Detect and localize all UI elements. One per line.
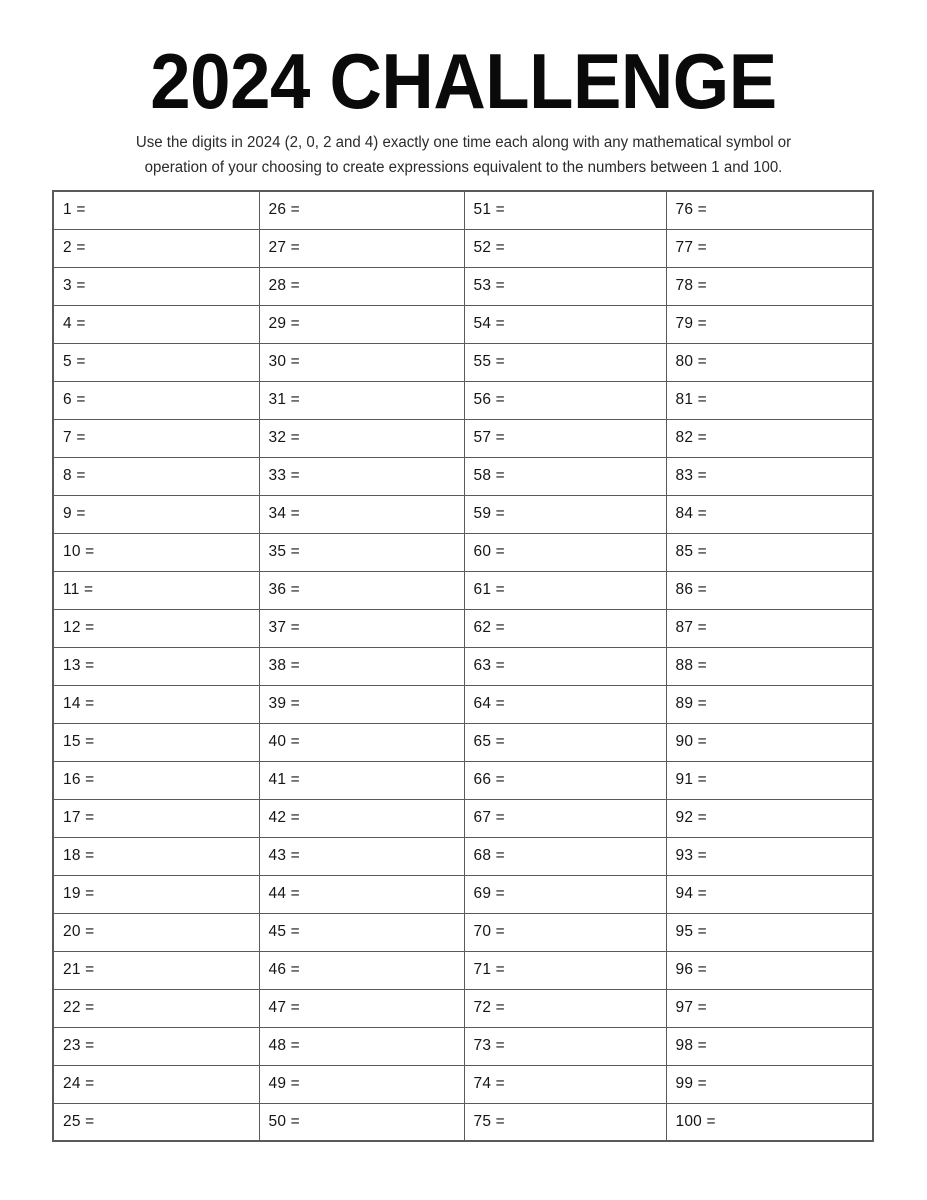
answer-cell[interactable]: 73 = bbox=[464, 1027, 666, 1065]
answer-cell[interactable]: 99 = bbox=[666, 1065, 873, 1103]
table-row bbox=[53, 647, 873, 685]
answer-cell[interactable]: 72 = bbox=[464, 989, 666, 1027]
answer-cell[interactable]: 94 = bbox=[666, 875, 873, 913]
answer-cell[interactable]: 100 = bbox=[666, 1103, 873, 1141]
answer-cell[interactable]: 24 = bbox=[53, 1065, 259, 1103]
instructions-line-1: Use the digits in 2024 (2, 0, 2 and 4) exactly one time each along with any mathematical symbol or bbox=[135, 134, 792, 151]
answer-cell[interactable]: 62 = bbox=[464, 609, 666, 647]
table-row bbox=[53, 799, 873, 837]
answer-cell[interactable]: 46 = bbox=[259, 951, 464, 989]
answer-cell[interactable]: 84 = bbox=[666, 495, 873, 533]
answer-cell[interactable]: 43 = bbox=[259, 837, 464, 875]
answer-cell[interactable]: 40 = bbox=[259, 723, 464, 761]
answer-cell[interactable]: 82 = bbox=[666, 419, 873, 457]
answer-cell[interactable]: 22 = bbox=[53, 989, 259, 1027]
answer-cell[interactable]: 3 = bbox=[53, 267, 259, 305]
answer-cell[interactable]: 93 = bbox=[666, 837, 873, 875]
answer-cell[interactable]: 48 = bbox=[259, 1027, 464, 1065]
table-row bbox=[53, 951, 873, 989]
answer-cell[interactable]: 8 = bbox=[53, 457, 259, 495]
page-title: 2024 CHALLENGE bbox=[150, 37, 777, 125]
answer-cell[interactable]: 80 = bbox=[666, 343, 873, 381]
table-row bbox=[53, 267, 873, 305]
answer-cell[interactable]: 65 = bbox=[464, 723, 666, 761]
table-row bbox=[53, 761, 873, 799]
answer-cell[interactable]: 5 = bbox=[53, 343, 259, 381]
answer-cell[interactable]: 69 = bbox=[464, 875, 666, 913]
answer-cell[interactable]: 33 = bbox=[259, 457, 464, 495]
answer-cell[interactable]: 56 = bbox=[464, 381, 666, 419]
answer-grid-container bbox=[52, 190, 872, 1142]
answer-cell[interactable]: 64 = bbox=[464, 685, 666, 723]
answer-cell[interactable]: 6 = bbox=[53, 381, 259, 419]
answer-cell[interactable]: 83 = bbox=[666, 457, 873, 495]
answer-cell[interactable]: 98 = bbox=[666, 1027, 873, 1065]
answer-cell[interactable]: 32 = bbox=[259, 419, 464, 457]
answer-cell[interactable]: 28 = bbox=[259, 267, 464, 305]
answer-cell[interactable]: 58 = bbox=[464, 457, 666, 495]
answer-cell[interactable]: 66 = bbox=[464, 761, 666, 799]
answer-cell[interactable]: 30 = bbox=[259, 343, 464, 381]
answer-cell[interactable]: 92 = bbox=[666, 799, 873, 837]
answer-cell[interactable]: 31 = bbox=[259, 381, 464, 419]
table-row bbox=[53, 837, 873, 875]
table-row bbox=[53, 381, 873, 419]
answer-cell[interactable]: 9 = bbox=[53, 495, 259, 533]
table-row bbox=[53, 533, 873, 571]
answer-grid bbox=[52, 190, 874, 1142]
answer-cell[interactable]: 42 = bbox=[259, 799, 464, 837]
table-row bbox=[53, 609, 873, 647]
answer-cell[interactable]: 91 = bbox=[666, 761, 873, 799]
table-row bbox=[53, 495, 873, 533]
table-row bbox=[53, 343, 873, 381]
answer-cell[interactable]: 2 = bbox=[53, 229, 259, 267]
answer-cell[interactable]: 85 = bbox=[666, 533, 873, 571]
answer-cell[interactable]: 17 = bbox=[53, 799, 259, 837]
table-row bbox=[53, 723, 873, 761]
answer-cell[interactable]: 53 = bbox=[464, 267, 666, 305]
answer-cell[interactable]: 45 = bbox=[259, 913, 464, 951]
answer-cell[interactable]: 61 = bbox=[464, 571, 666, 609]
answer-cell[interactable]: 54 = bbox=[464, 305, 666, 343]
answer-cell[interactable]: 15 = bbox=[53, 723, 259, 761]
table-row bbox=[53, 419, 873, 457]
answer-cell[interactable]: 27 = bbox=[259, 229, 464, 267]
answer-cell[interactable]: 14 = bbox=[53, 685, 259, 723]
answer-cell[interactable]: 67 = bbox=[464, 799, 666, 837]
answer-cell[interactable]: 20 = bbox=[53, 913, 259, 951]
answer-cell[interactable]: 68 = bbox=[464, 837, 666, 875]
table-row bbox=[53, 1027, 873, 1065]
answer-cell[interactable]: 18 = bbox=[53, 837, 259, 875]
answer-cell[interactable]: 36 = bbox=[259, 571, 464, 609]
table-row bbox=[53, 875, 873, 913]
answer-cell[interactable]: 35 = bbox=[259, 533, 464, 571]
answer-cell[interactable]: 41 = bbox=[259, 761, 464, 799]
answer-cell[interactable]: 96 = bbox=[666, 951, 873, 989]
answer-cell[interactable]: 37 = bbox=[259, 609, 464, 647]
answer-cell[interactable]: 13 = bbox=[53, 647, 259, 685]
answer-cell[interactable]: 52 = bbox=[464, 229, 666, 267]
answer-cell[interactable]: 71 = bbox=[464, 951, 666, 989]
table-row bbox=[53, 191, 873, 229]
answer-cell[interactable]: 76 = bbox=[666, 191, 873, 229]
answer-cell[interactable]: 16 = bbox=[53, 761, 259, 799]
answer-cell[interactable]: 74 = bbox=[464, 1065, 666, 1103]
answer-cell[interactable]: 78 = bbox=[666, 267, 873, 305]
answer-cell[interactable]: 89 = bbox=[666, 685, 873, 723]
answer-cell[interactable]: 55 = bbox=[464, 343, 666, 381]
answer-cell[interactable]: 81 = bbox=[666, 381, 873, 419]
table-row bbox=[53, 229, 873, 267]
table-row bbox=[53, 571, 873, 609]
answer-cell[interactable]: 39 = bbox=[259, 685, 464, 723]
table-row bbox=[53, 989, 873, 1027]
answer-cell[interactable]: 59 = bbox=[464, 495, 666, 533]
answer-cell[interactable]: 38 = bbox=[259, 647, 464, 685]
instructions-paragraph bbox=[62, 130, 864, 180]
answer-cell[interactable]: 26 = bbox=[259, 191, 464, 229]
answer-cell[interactable]: 57 = bbox=[464, 419, 666, 457]
answer-cell[interactable]: 11 = bbox=[53, 571, 259, 609]
answer-cell[interactable]: 44 = bbox=[259, 875, 464, 913]
answer-cell[interactable]: 97 = bbox=[666, 989, 873, 1027]
table-row bbox=[53, 1103, 873, 1141]
answer-cell[interactable]: 75 = bbox=[464, 1103, 666, 1141]
answer-cell[interactable]: 70 = bbox=[464, 913, 666, 951]
table-row bbox=[53, 457, 873, 495]
answer-cell[interactable]: 1 = bbox=[53, 191, 259, 229]
answer-cell[interactable]: 49 = bbox=[259, 1065, 464, 1103]
answer-cell[interactable]: 79 = bbox=[666, 305, 873, 343]
answer-cell[interactable]: 12 = bbox=[53, 609, 259, 647]
table-row bbox=[53, 913, 873, 951]
answer-cell[interactable]: 87 = bbox=[666, 609, 873, 647]
answer-cell[interactable]: 63 = bbox=[464, 647, 666, 685]
answer-cell[interactable]: 29 = bbox=[259, 305, 464, 343]
answer-cell[interactable]: 90 = bbox=[666, 723, 873, 761]
answer-cell[interactable]: 88 = bbox=[666, 647, 873, 685]
answer-cell[interactable]: 51 = bbox=[464, 191, 666, 229]
answer-cell[interactable]: 86 = bbox=[666, 571, 873, 609]
answer-grid-body bbox=[53, 191, 873, 1141]
instructions-line-2: operation of your choosing to create expressions equivalent to the numbers between 1 and 100. bbox=[144, 159, 783, 176]
answer-cell[interactable]: 47 = bbox=[259, 989, 464, 1027]
answer-cell[interactable]: 34 = bbox=[259, 495, 464, 533]
table-row bbox=[53, 685, 873, 723]
answer-cell[interactable]: 7 = bbox=[53, 419, 259, 457]
answer-cell[interactable]: 19 = bbox=[53, 875, 259, 913]
table-row bbox=[53, 1065, 873, 1103]
answer-cell[interactable]: 60 = bbox=[464, 533, 666, 571]
answer-cell[interactable]: 25 = bbox=[53, 1103, 259, 1141]
answer-cell[interactable]: 23 = bbox=[53, 1027, 259, 1065]
table-row bbox=[53, 305, 873, 343]
answer-cell[interactable]: 4 = bbox=[53, 305, 259, 343]
answer-cell[interactable]: 10 = bbox=[53, 533, 259, 571]
answer-cell[interactable]: 77 = bbox=[666, 229, 873, 267]
answer-cell[interactable]: 50 = bbox=[259, 1103, 464, 1141]
answer-cell[interactable]: 21 = bbox=[53, 951, 259, 989]
answer-cell[interactable]: 95 = bbox=[666, 913, 873, 951]
